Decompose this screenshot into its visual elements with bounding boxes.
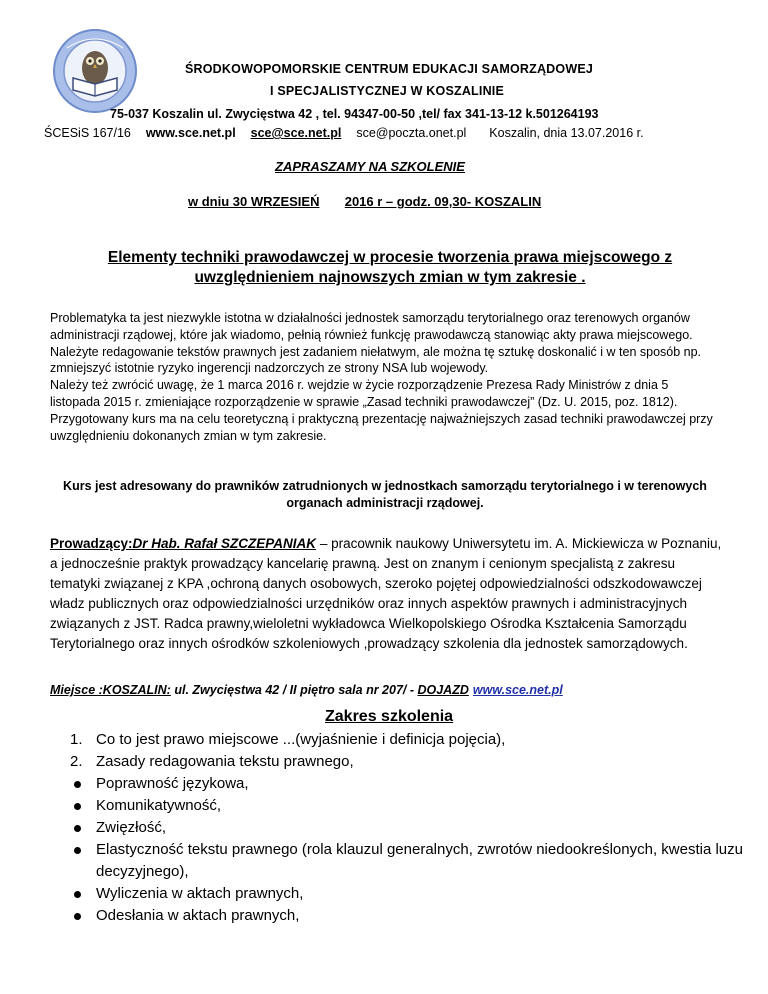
scope-list [70,729,750,927]
trainer-bio: – pracownik naukowy Uniwersytetu im. A. Mickiewicza w Poznaniu, a jednocześnie praktyk prowadzący kancelarię prawną. Jest on znanym i cenionym specjalistą z zakresu tematyki związanej z KPA ,ochroną danych osobowych, szeroko pojętej odpowiedzialności odszkodowawczej władz publicznych oraz odpowiedzialności urzędników oraz innych aspektów prawnych i administracyjnych związanych z JST. Radca prawny,wieloletni wykładowca Wielkopolskiego Ośrodka Kształcenia Samorządu Terytorialnego oraz innych ośrodków szkoleniowych ,prowadzący szkolenia dla jednostek samorządowych. [50,536,722,651]
email-link-primary[interactable]: sce@sce.net.pl [250,126,342,140]
email-link-secondary[interactable]: sce@poczta.onet.pl [356,126,467,140]
venue-line [50,683,563,697]
scope-list-item [70,817,750,839]
directions-label: DOJAZD [417,683,469,697]
scope-item-text: Odesłania w aktach prawnych, [96,907,300,924]
training-title: Elementy techniki prawodawczej w procesie tworzenia prawa miejscowego z uwzględnieniem najnowszych zmian w tym zakresie . [107,249,673,286]
scope-list-item [70,839,750,883]
list-number: 2. [70,753,83,770]
scope-item-text: Zasady redagowania tekstu prawnego, [96,753,354,770]
scope-item-text: Komunikatywność, [96,797,222,814]
scope-list-item [70,883,750,905]
description-paragraph: Należy też zwrócić uwagę, że 1 marca 2016 r. wejdzie w życie rozporządzenie Prezesa Rady Ministrów z dnia 5 listopada 2015 r. zmieniające rozporządzenie w sprawie „Zasad techniki prawodawczej” (Dz. U. 2015, poz. 1812). [50,378,678,409]
header-institution-subname: I SPECJALISTYCZNEJ W KOSZALINIE [270,84,505,98]
scope-item-text: Co to jest prawo miejscowe ...(wyjaśnienie i definicja pojęcia), [96,731,506,748]
owl-book-emblem-icon [47,28,143,114]
scope-list-item [70,795,750,817]
list-number: 1. [70,731,83,748]
place-and-date: Koszalin, dnia 13.07.2016 r. [489,126,644,140]
trainer-label: Prowadzący: [50,536,133,551]
invitation-heading: ZAPRASZAMY NA SZKOLENIE [275,159,465,174]
website-link[interactable]: www.sce.net.pl [145,126,236,140]
scope-list-item [70,729,750,751]
scope-item-text: Wyliczenia w aktach prawnych, [96,885,304,902]
header-institution-name: ŚRODKOWOPOMORSKIE CENTRUM EDUKACJI SAMORZĄDOWEJ [185,62,594,76]
venue-address: ul. Zwycięstwa 42 / II piętro sala nr 207/ - [170,683,418,697]
venue-label: Miejsce :KOSZALIN: [50,683,171,697]
description-text [50,310,720,444]
header-reference-line [44,126,644,140]
trainer-section [50,534,722,654]
description-paragraph: Problematyka ta jest niezwykle istotna w działalności jednostek samorządu terytorialnego oraz terenowych organów administracji rządowej, które jak wiadomo, pełnią również funkcję prawodawczą stanowiąc akty prawa miejscowego. Należyte redagowanie tekstów prawnych jest zadaniem niełatwym, ale można tę sztukę doskonalić i w ten sposób np. zmniejszyć istotnie ryzyko ingerencji nadzorczych ze strony NSA lub wojewody. [50,311,702,376]
event-date: w dniu 30 WRZESIEŃ [188,194,320,209]
institution-logo [47,28,143,114]
target-audience: Kurs jest adresowany do prawników zatrudnionych w jednostkach samorządu terytorialnego i w terenowych organach administracji rządowej. [63,479,707,510]
event-time-location: 2016 r – godz. 09,30- KOSZALIN [344,194,542,209]
reference-number: ŚCESiS 167/16 [44,126,131,140]
scope-list-item [70,751,750,773]
scope-item-text: Zwięzłość, [96,819,167,836]
description-paragraph: Przygotowany kurs ma na celu teoretyczną i praktyczną prezentację najważniejszych zasad techniki prawodawczej przy uwzględnieniu dokonanych zmian w tym zakresie. [50,411,713,443]
venue-website-link[interactable]: www.sce.net.pl [472,683,563,697]
scope-item-text: Poprawność językowa, [96,775,249,792]
scope-heading: Zakres szkolenia [325,708,454,725]
trainer-name: Dr Hab. Rafał SZCZEPANIAK [132,536,317,551]
scope-item-text: Elastyczność tekstu prawnego (rola klauzul generalnych, zwrotów niedookreślonych, kwestia luzu decyzyjnego), [96,841,743,880]
event-date-line [188,194,541,209]
header-address: 75-037 Koszalin ul. Zwycięstwa 42 , tel. 94347-00-50 ,tel/ fax 341-13-12 k.501264193 [110,107,599,121]
scope-list-item [70,773,750,795]
scope-list-item [70,905,750,927]
